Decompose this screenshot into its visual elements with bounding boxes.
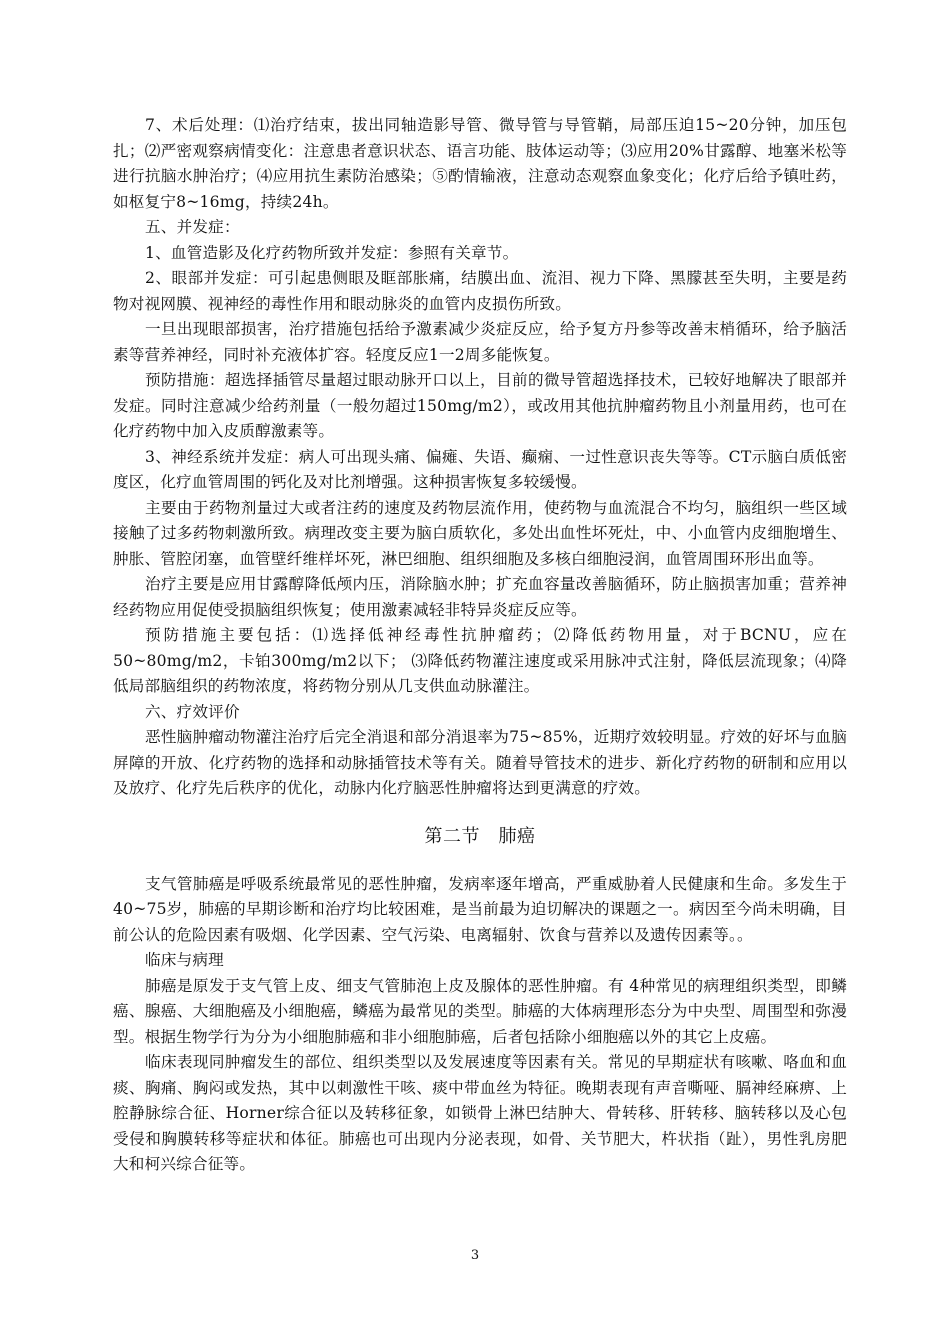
paragraph-neuro-cause: 主要由于药物剂量过大或者注药的速度及药物层流作用，使药物与血流混合不均匀，脑组织一些区域接触了过多药物刺激所致。病理改变主要为脑白质软化，多处出血性坏死灶，中、小血管内皮细胞增生、肿胀、管腔闭塞，血管壁纤维样坏死，淋巴细胞、组织细胞及多核白细胞浸润，血管周围环形出血等。	[113, 498, 847, 568]
paragraph-eye-treatment: 一旦出现眼部损害，治疗措施包括给予激素减少炎症反应，给予复方丹参等改善末梢循环，给予脑活素等营养神经，同时补充液体扩容。轻度反应1一2周多能恢复。	[113, 320, 847, 364]
paragraph-eye-complication: 2、眼部并发症：可引起患侧眼及眶部胀痛，结膜出血、流泪、视力下降、黑朦甚至失明，主要是药物对视网膜、视神经的毒性作用和眼动脉炎的血管内皮损伤所致。	[113, 269, 847, 313]
paragraph-post-op: 7、术后处理：⑴治疗结束，拔出同轴造影导管、微导管与导管鞘，局部压迫15~20分钟，加压包扎；⑵严密观察病情变化：注意患者意识状态、语言功能、肢体运动等；⑶应用20%甘露醇、地塞米松等进行抗脑水肿治疗；⑷应用抗生素防治感染；⑤酌情输液，注意动态观察血象变化；化疗后给予镇吐药，如枢复宁8~16mg，持续24h。	[113, 116, 847, 211]
paragraph-neuro-treatment: 治疗主要是应用甘露醇降低颅内压，消除脑水肿；扩充血容量改善脑循环，防止脑损害加重；营养神经药物应用促使受损脑组织恢复；使用激素减轻非特异炎症反应等。	[113, 575, 847, 619]
paragraph-complication-1: 1、血管造影及化疗药物所致并发症：参照有关章节。	[145, 243, 519, 262]
section-title: 第二节 肺癌	[424, 825, 536, 847]
paragraph-eye-prevention: 预防措施：超选择插管尽量超过眼动脉开口以上，目前的微导管超选择技术，已较好地解决了眼部并发症。同时注意减少给药剂量（一般勿超过150mg/m2），或改用其他抗肿瘤药物且小剂量用药，也可在化疗药物中加入皮质醇激素等。	[113, 371, 847, 440]
heading-clinical-pathology: 临床与病理	[145, 951, 224, 969]
heading-efficacy: 六、疗效评价	[145, 702, 240, 721]
paragraph-efficacy: 恶性脑肿瘤动物灌注治疗后完全消退和部分消退率为75~85%，近期疗效较明显。疗效的好坏与血脑屏障的开放、化疗药物的选择和动脉插管技术等有关。随着导管技术的进步、新化疗药物的研制和应用以及放疗、化疗先后秩序的优化，动脉内化疗脑恶性肿瘤将达到更满意的疗效。	[113, 728, 847, 797]
paragraph-clinical-manifestation: 临床表现同肿瘤发生的部位、组织类型以及发展速度等因素有关。常见的早期症状有咳嗽、咯血和血痰、胸痛、胸闷或发热，其中以刺激性干咳、痰中带血丝为特征。晚期表现有声音嘶哑、膈神经麻痹、上腔静脉综合征、Horner综合征以及转移征象，如锁骨上淋巴结肿大、骨转移、肝转移、脑转移以及心包受侵和胸膜转移等症状和体征。肺癌也可出现内分泌表现，如骨、关节肥大，杵状指（趾），男性乳房肥大和柯兴综合征等。	[113, 1053, 847, 1173]
paragraph-neuro-prevention: 预防措施主要包括：⑴选择低神经毒性抗肿瘤药；⑵降低药物用量，对于BCNU，应在50~80mg/m2，卡铂300mg/m2以下； ⑶降低药物灌注速度或采用脉冲式注射，降低层流现象；⑷降低局部脑组织的药物浓度，将药物分别从几支供血动脉灌注。	[113, 626, 847, 695]
paragraph-neuro-complication: 3、神经系统并发症：病人可出现头痛、偏瘫、失语、癫痫、一过性意识丧失等等。CT示脑白质低密度区，化疗血管周围的钙化及对比剂增强。这种损害恢复多较缓慢。	[113, 447, 847, 491]
page-number: 3	[470, 1248, 480, 1263]
paragraph-lung-cancer-intro: 支气管肺癌是呼吸系统最常见的恶性肿瘤，发病率逐年增高，严重威胁着人民健康和生命。多发生于40~75岁，肺癌的早期诊断和治疗均比较困难，是当前最为迫切解决的课题之一。病因至今尚未明确，目前公认的危险因素有吸烟、化学因素、空气污染、电离辐射、饮食与营养以及遗传因素等。。	[113, 874, 847, 944]
paragraph-pathology: 肺癌是原发于支气管上皮、细支气管肺泡上皮及腺体的恶性肿瘤。有 4种常见的病理组织类型，即鳞癌、腺癌、大细胞癌及小细胞癌，鳞癌为最常见的类型。肺癌的大体病理形态分为中央型、周围型和弥漫型。根据生物学行为分为小细胞肺癌和非小细胞肺癌，后者包括除小细胞癌以外的其它上皮癌。	[113, 976, 847, 1046]
heading-complications: 五、并发症：	[145, 218, 240, 236]
page-content	[113, 113, 847, 1178]
